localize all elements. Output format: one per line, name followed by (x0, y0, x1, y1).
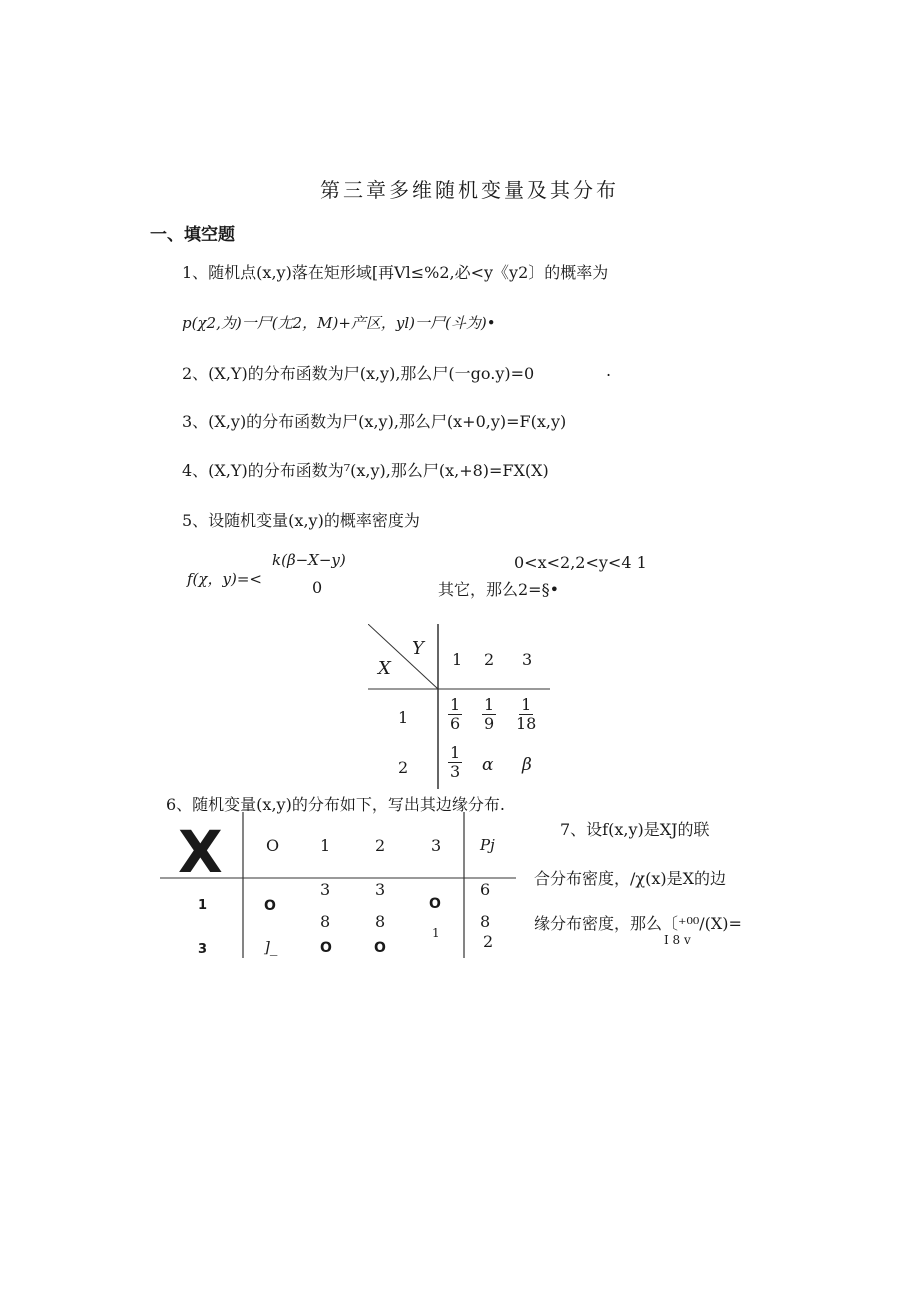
question-2: 2、(X,Y)的分布函数为尸(x,y),那么尸(一go.y)=0 (182, 364, 535, 383)
question-1-answer: p(χ2,为)一尸(尢2，M)+产区，yl)一尸(斗为)• (182, 314, 496, 332)
question-3: 3、(X,y)的分布函数为尸(x,y),那么尸(x+0,y)=F(x,y) (182, 412, 567, 431)
table-2-mid-c4: 1 (432, 926, 440, 940)
table-2-mid-c3: 8 (375, 912, 386, 931)
page-title: 第三章多维随机变量及其分布 (320, 178, 619, 202)
density-condition: 0<x<2,2<y<4 1 (514, 553, 647, 572)
density-tail: 其它，那么2=§• (438, 580, 560, 599)
question-1: 1、随机点(x,y)落在矩形域[再Vl≤%2,必<y《y2〕的概率为 (182, 263, 609, 282)
table-2-header-3: 2 (375, 836, 386, 855)
table-1-y-label: Y (412, 638, 424, 659)
question-6: 6、随机变量(x,y)的分布如下，写出其边缘分布. (166, 795, 505, 814)
table-2-mid-c5: 8 (480, 912, 491, 931)
table-1-col-1: 1 (452, 650, 463, 669)
question-7-line-2: 合分布密度，/χ(x)是X的边 (534, 869, 726, 888)
table-1-row-1-label: 1 (398, 708, 409, 727)
table-2-header-1: O (266, 836, 280, 855)
distribution-table-2 (160, 812, 520, 958)
table-2-row-2-label: 3 (198, 942, 208, 957)
table-2-header-pj: Pj (480, 836, 495, 854)
table-2-row-1-label: 1 (198, 898, 208, 913)
density-lhs: f(χ，y)=< (187, 570, 262, 588)
table-2-r1-c1: O (264, 898, 276, 914)
table-1-cell-1-3: $\frac{1}{18}$ (516, 695, 537, 734)
table-1-row-2-label: 2 (398, 758, 409, 777)
table-1-col-3: 3 (522, 650, 533, 669)
distribution-table-1 (368, 624, 550, 789)
table-2-r2-c5: 2 (483, 932, 494, 951)
table-2-r2-c3: O (374, 940, 386, 956)
table-2-header-4: 3 (431, 836, 442, 855)
table-1-col-2: 2 (484, 650, 495, 669)
table-1-cell-2-3: β (522, 755, 532, 775)
table-2-r1-c4: O (429, 896, 441, 912)
table-2-header-2: 1 (320, 836, 331, 855)
question-2-dot: . (606, 361, 612, 380)
question-4: 4、(X,Y)的分布函数为⁷(x,y),那么尸(x,+8)=FX(X) (182, 461, 549, 480)
density-zero-case: 0 (312, 578, 323, 597)
question-7-line-3: 缘分布密度，那么〔⁺⁰⁰/(X)= (534, 914, 742, 933)
table-2-r1-c3: 3 (375, 880, 386, 899)
table-1-x-label: X (378, 658, 391, 679)
section-heading: 一、填空题 (150, 225, 235, 245)
question-7-line-1: 7、设f(x,y)是XJ的联 (560, 820, 710, 839)
table-2-mid-c2: 8 (320, 912, 331, 931)
table-1-cell-1-2: $\frac{1}{9}$ (484, 695, 495, 734)
table-2-r1-c5: 6 (480, 880, 491, 899)
table-2-r2-c1: ]_ (264, 938, 278, 956)
table-1-cell-2-1: $\frac{1}{3}$ (450, 743, 461, 782)
table-1-cell-2-2: α (482, 755, 494, 775)
question-7-under: I 8 v (664, 933, 691, 947)
density-top-case: k(β−X−y) (272, 551, 346, 569)
table-1-cell-1-1: $\frac{1}{6}$ (450, 695, 461, 734)
table-2-corner-x: X (178, 818, 223, 886)
table-2-r2-c2: O (320, 940, 332, 956)
question-5: 5、设随机变量(x,y)的概率密度为 (182, 511, 420, 530)
table-2-r1-c2: 3 (320, 880, 331, 899)
